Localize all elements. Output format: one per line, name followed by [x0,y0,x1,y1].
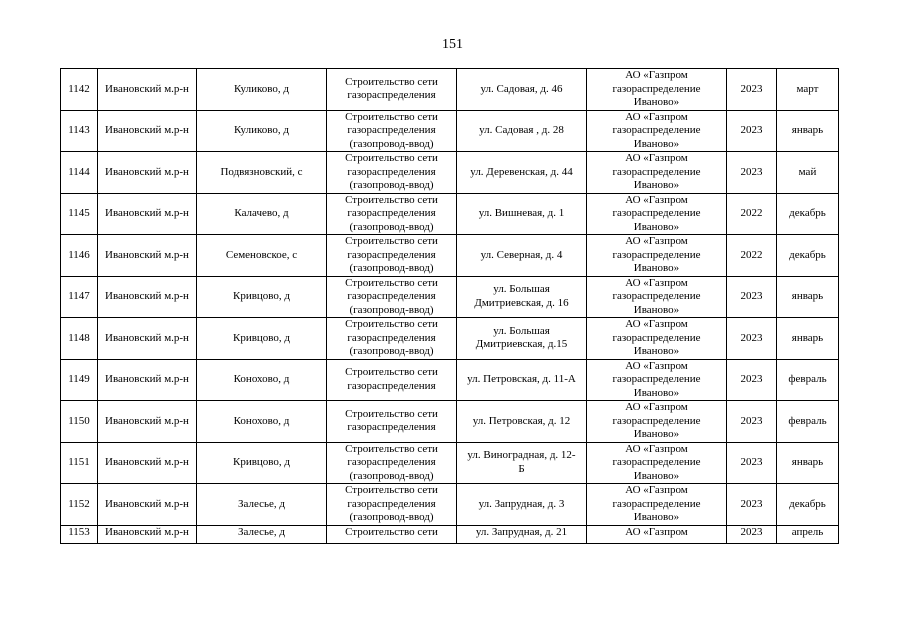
month-cell: январь [777,442,839,484]
year-cell: 2022 [727,193,777,235]
address-cell: ул. Петровская, д. 11-А [457,359,587,401]
month-cell: январь [777,276,839,318]
table-row [61,235,839,277]
settlement-cell: Куликово, д [197,110,327,152]
district-cell: Ивановский м.р-н [98,525,197,543]
settlement-cell: Конохово, д [197,401,327,443]
district-cell: Ивановский м.р-н [98,318,197,360]
settlement-cell: Подвязновский, с [197,152,327,194]
row-number-cell: 1142 [61,69,98,111]
district-cell: Ивановский м.р-н [98,193,197,235]
table-row [61,193,839,235]
year-cell: 2022 [727,235,777,277]
work-type-cell: Строительство сети [327,525,457,543]
work-type-cell: Строительство сети газораспределения (газопровод-ввод) [327,484,457,526]
address-cell: ул. Большая Дмитриевская, д. 16 [457,276,587,318]
settlement-cell: Кривцово, д [197,442,327,484]
table-row [61,152,839,194]
district-cell: Ивановский м.р-н [98,69,197,111]
district-cell: Ивановский м.р-н [98,110,197,152]
settlement-cell: Куликово, д [197,69,327,111]
work-type-cell: Строительство сети газораспределения (газопровод-ввод) [327,318,457,360]
table-row [61,484,839,526]
month-cell: февраль [777,401,839,443]
row-number-cell: 1153 [61,525,98,543]
organization-cell: АО «Газпром газораспределение Иваново» [587,235,727,277]
organization-cell: АО «Газпром газораспределение Иваново» [587,193,727,235]
year-cell: 2023 [727,359,777,401]
district-cell: Ивановский м.р-н [98,359,197,401]
table-row [61,318,839,360]
year-cell: 2023 [727,484,777,526]
organization-cell: АО «Газпром газораспределение Иваново» [587,318,727,360]
settlement-cell: Семеновское, с [197,235,327,277]
district-cell: Ивановский м.р-н [98,152,197,194]
address-cell: ул. Вишневая, д. 1 [457,193,587,235]
year-cell: 2023 [727,442,777,484]
year-cell: 2023 [727,401,777,443]
row-number-cell: 1146 [61,235,98,277]
organization-cell: АО «Газпром газораспределение Иваново» [587,276,727,318]
organization-cell: АО «Газпром газораспределение Иваново» [587,484,727,526]
organization-cell: АО «Газпром [587,525,727,543]
address-cell: ул. Деревенская, д. 44 [457,152,587,194]
table-row [61,110,839,152]
address-cell: ул. Запрудная, д. 21 [457,525,587,543]
work-type-cell: Строительство сети газораспределения (газопровод-ввод) [327,152,457,194]
settlement-cell: Кривцово, д [197,318,327,360]
month-cell: декабрь [777,484,839,526]
year-cell: 2023 [727,525,777,543]
table-row [61,401,839,443]
month-cell: март [777,69,839,111]
address-cell: ул. Петровская, д. 12 [457,401,587,443]
settlement-cell: Кривцово, д [197,276,327,318]
year-cell: 2023 [727,152,777,194]
gas-network-table [60,68,839,544]
year-cell: 2023 [727,276,777,318]
address-cell: ул. Запрудная, д. 3 [457,484,587,526]
address-cell: ул. Большая Дмитриевская, д.15 [457,318,587,360]
work-type-cell: Строительство сети газораспределения (газопровод-ввод) [327,276,457,318]
month-cell: апрель [777,525,839,543]
table-row [61,276,839,318]
month-cell: декабрь [777,235,839,277]
district-cell: Ивановский м.р-н [98,401,197,443]
row-number-cell: 1147 [61,276,98,318]
district-cell: Ивановский м.р-н [98,442,197,484]
row-number-cell: 1144 [61,152,98,194]
table-row [61,69,839,111]
district-cell: Ивановский м.р-н [98,484,197,526]
row-number-cell: 1150 [61,401,98,443]
month-cell: январь [777,318,839,360]
district-cell: Ивановский м.р-н [98,235,197,277]
settlement-cell: Конохово, д [197,359,327,401]
month-cell: май [777,152,839,194]
work-type-cell: Строительство сети газораспределения [327,69,457,111]
work-type-cell: Строительство сети газораспределения [327,401,457,443]
year-cell: 2023 [727,69,777,111]
month-cell: декабрь [777,193,839,235]
organization-cell: АО «Газпром газораспределение Иваново» [587,152,727,194]
row-number-cell: 1152 [61,484,98,526]
work-type-cell: Строительство сети газораспределения (газопровод-ввод) [327,235,457,277]
settlement-cell: Калачево, д [197,193,327,235]
table-row [61,525,839,543]
organization-cell: АО «Газпром газораспределение Иваново» [587,401,727,443]
settlement-cell: Залесье, д [197,525,327,543]
address-cell: ул. Северная, д. 4 [457,235,587,277]
row-number-cell: 1149 [61,359,98,401]
settlement-cell: Залесье, д [197,484,327,526]
row-number-cell: 1148 [61,318,98,360]
table-row [61,359,839,401]
district-cell: Ивановский м.р-н [98,276,197,318]
page-number: 151 [442,37,463,52]
month-cell: январь [777,110,839,152]
year-cell: 2023 [727,110,777,152]
table-row [61,442,839,484]
table-body [61,69,839,544]
organization-cell: АО «Газпром газораспределение Иваново» [587,442,727,484]
month-cell: февраль [777,359,839,401]
work-type-cell: Строительство сети газораспределения (газопровод-ввод) [327,193,457,235]
organization-cell: АО «Газпром газораспределение Иваново» [587,69,727,111]
address-cell: ул. Садовая , д. 28 [457,110,587,152]
row-number-cell: 1143 [61,110,98,152]
organization-cell: АО «Газпром газораспределение Иваново» [587,359,727,401]
organization-cell: АО «Газпром газораспределение Иваново» [587,110,727,152]
work-type-cell: Строительство сети газораспределения [327,359,457,401]
row-number-cell: 1145 [61,193,98,235]
year-cell: 2023 [727,318,777,360]
address-cell: ул. Виноградная, д. 12- Б [457,442,587,484]
address-cell: ул. Садовая, д. 46 [457,69,587,111]
work-type-cell: Строительство сети газораспределения (газопровод-ввод) [327,442,457,484]
row-number-cell: 1151 [61,442,98,484]
work-type-cell: Строительство сети газораспределения (газопровод-ввод) [327,110,457,152]
